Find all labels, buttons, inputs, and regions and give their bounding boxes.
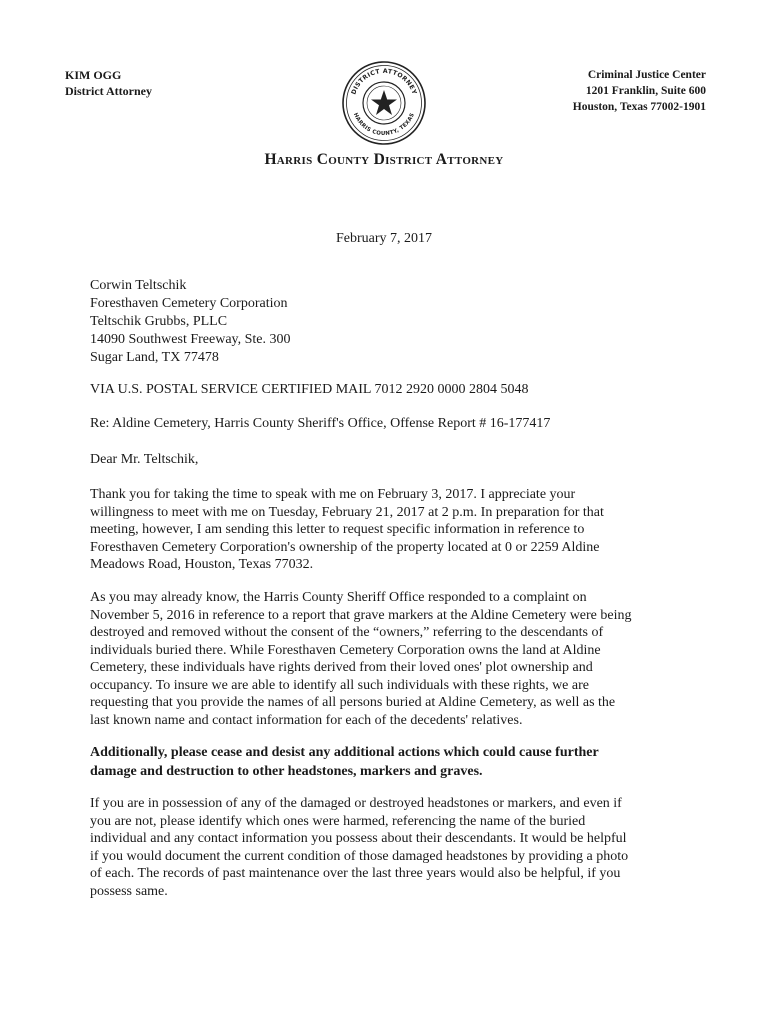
paragraph-1 bbox=[90, 486, 680, 574]
text-line: requesting that you provide the names of all persons buried at Aldine Cemetery, as well as the bbox=[90, 695, 616, 710]
recipient-line: Sugar Land, TX 77478 bbox=[90, 350, 219, 365]
text-line: Meadows Road, Houston, Texas 77032. bbox=[90, 557, 314, 572]
text-line: November 5, 2016 in reference to a report that grave markers at the Aldine Cemetery were being bbox=[90, 607, 632, 623]
text-line: you are not, please identify which ones were harmed, referencing the name of the buried bbox=[90, 813, 586, 829]
sender-name: KIM OGG bbox=[65, 68, 122, 82]
office-title: Harris County District Attorney bbox=[264, 151, 504, 168]
text-line: of each. The records of past maintenance over the last three years would also be helpful, if you bbox=[90, 866, 621, 881]
text-line: if you would document the current condition of those damaged headstones by providing a photo bbox=[90, 848, 629, 864]
text-line: If you are in possession of any of the damaged or destroyed headstones or markers, and even if bbox=[90, 796, 622, 811]
office-city: Houston, Texas 77002-1901 bbox=[572, 101, 706, 113]
text-line: meeting, however, I am sending this letter to request specific information in reference to bbox=[90, 522, 585, 537]
text-line: individuals buried there. While Foresthaven Cemetery Corporation owns the land at Aldine bbox=[90, 642, 601, 658]
recipient-line: 14090 Southwest Freeway, Ste. 300 bbox=[90, 332, 291, 347]
paragraph-4 bbox=[90, 795, 680, 900]
office-address-block bbox=[506, 67, 706, 115]
recipient-line: Foresthaven Cemetery Corporation bbox=[90, 296, 288, 311]
recipient-line: Corwin Teltschik bbox=[90, 278, 187, 293]
delivery-method: VIA U.S. POSTAL SERVICE CERTIFIED MAIL 7012 2920 0000 2804 5048 bbox=[90, 382, 529, 397]
sender-name-block bbox=[65, 67, 152, 99]
text-line: destroyed and removed without the consent of the “owners,” referring to the descendants of bbox=[90, 625, 604, 640]
text-line: last known name and contact information for each of the decedents' relatives. bbox=[90, 712, 523, 728]
office-street: 1201 Franklin, Suite 600 bbox=[585, 85, 706, 97]
sender-title: District Attorney bbox=[65, 84, 152, 98]
text-line: Thank you for taking the time to speak with me on February 3, 2017. I appreciate your bbox=[90, 487, 576, 502]
office-building: Criminal Justice Center bbox=[587, 69, 706, 81]
letter-date: February 7, 2017 bbox=[335, 231, 433, 246]
salutation: Dear Mr. Teltschik, bbox=[90, 452, 199, 467]
subject-line: Re: Aldine Cemetery, Harris County Sheriff's Office, Offense Report # 16-177417 bbox=[90, 416, 551, 431]
text-line: Foresthaven Cemetery Corporation's ownership of the property located at 0 or 2259 Aldine bbox=[90, 539, 600, 555]
cease-and-desist-paragraph bbox=[90, 743, 680, 781]
star-icon bbox=[371, 90, 397, 115]
text-line: willingness to meet with me on Tuesday, February 21, 2017 at 2 p.m. In preparation for that bbox=[90, 504, 604, 520]
seal-text-bottom: HARRIS COUNTY, TEXAS bbox=[351, 112, 417, 138]
text-line: occupancy. To insure we are able to identify all such individuals with these rights, we are bbox=[90, 677, 589, 693]
text-line: possess same. bbox=[90, 883, 168, 899]
text-line: damage and destruction to other headstones, markers and graves. bbox=[90, 764, 483, 779]
recipient-line: Teltschik Grubbs, PLLC bbox=[90, 314, 228, 329]
text-line: Additionally, please cease and desist any additional actions which could cause further bbox=[90, 745, 599, 760]
recipient-address bbox=[90, 277, 291, 367]
seal-text-top: DISTRICT ATTORNEY bbox=[350, 67, 418, 96]
district-attorney-seal bbox=[341, 60, 427, 146]
text-line: individual and any contact information you possess about their descendants. It would be helpful bbox=[90, 831, 627, 846]
text-line: As you may already know, the Harris County Sheriff Office responded to a complaint on bbox=[90, 590, 587, 605]
text-line: Cemetery, these individuals have rights derived from their loved ones' plot ownership and bbox=[90, 660, 593, 675]
paragraph-2 bbox=[90, 589, 680, 729]
